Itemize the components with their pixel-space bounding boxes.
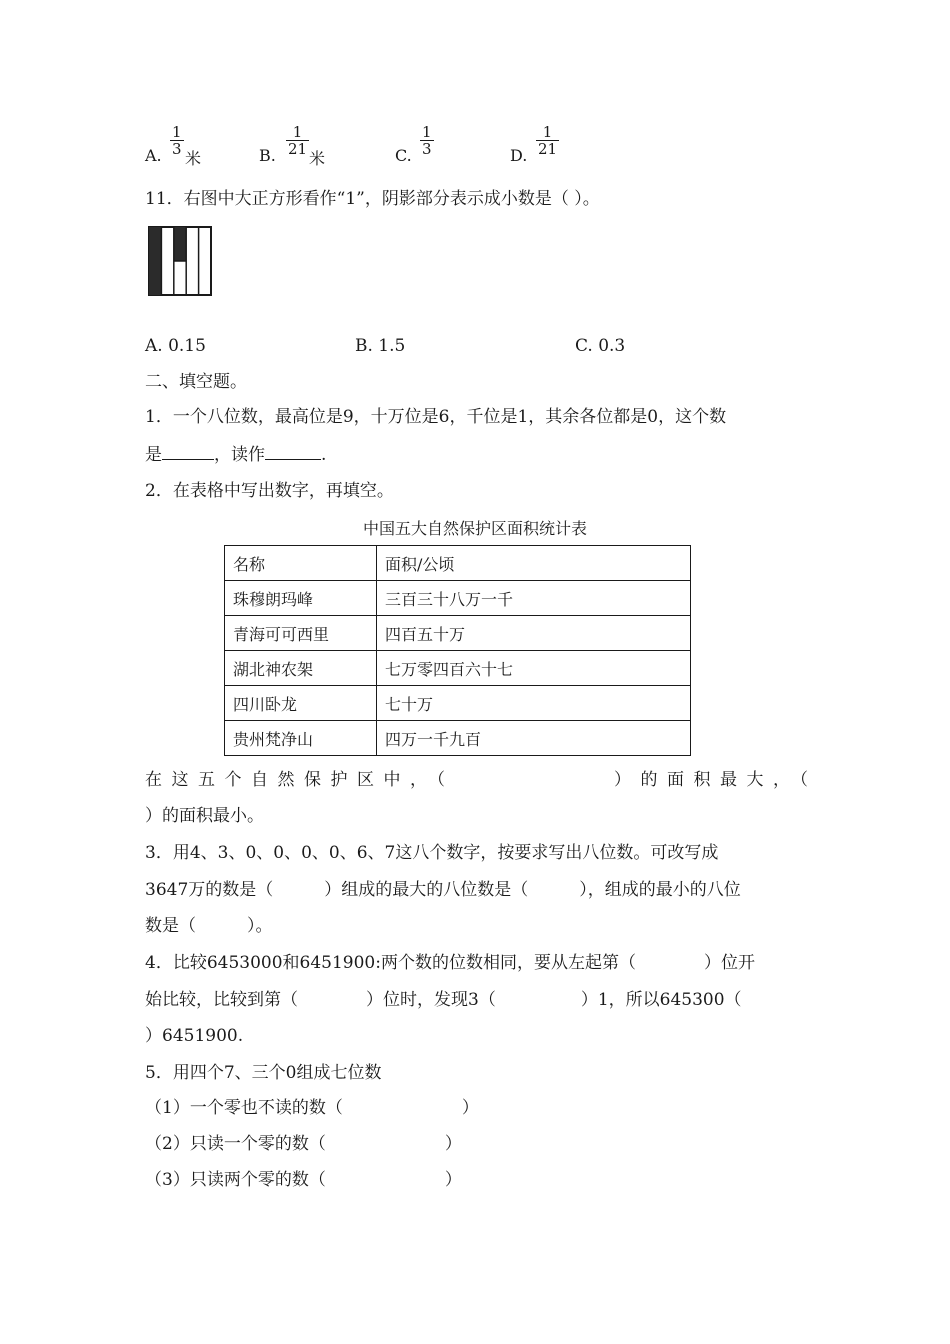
- q10-option-a-letter: A.: [145, 146, 162, 165]
- q10-option-a-fraction: [170, 124, 184, 157]
- table-row: [225, 616, 691, 651]
- table-row: [225, 686, 691, 721]
- q1-line2: [145, 443, 326, 466]
- fraction-numerator: 1: [172, 123, 182, 141]
- fraction-denominator: 3: [422, 140, 432, 158]
- q3-line1: 3．用4、3、0、0、0、0、6、7这八个数字，按要求写出八位数。可改写成: [145, 843, 719, 863]
- q2-after-line2: ）的面积最小。: [145, 806, 264, 826]
- q11-option-a: A. 0.15: [145, 336, 206, 356]
- table-header-row: [225, 546, 691, 581]
- q11-option-c: C. 0.3: [575, 336, 626, 356]
- q11-question: 11．右图中大正方形看作“1”，阴影部分表示成小数是（ ）。: [145, 189, 600, 209]
- fraction-numerator: 1: [422, 123, 432, 141]
- q4-line3: ）6451900.: [145, 1026, 244, 1046]
- q5-item: （2）只读一个零的数（ ）: [145, 1134, 462, 1154]
- q5-item: （3）只读两个零的数（ ）: [145, 1170, 462, 1190]
- table-row: [225, 721, 691, 756]
- reserve-area-table: [224, 545, 691, 756]
- q10-option-a-unit: 米: [185, 149, 202, 168]
- q10-option-b-letter: B.: [259, 146, 276, 165]
- table-title: 中国五大自然保护区面积统计表: [362, 519, 587, 538]
- table-cell-area: 三百三十八万一千: [377, 581, 691, 616]
- figure-shaded-half-column: [174, 227, 186, 261]
- q10-option-c-fraction: [420, 124, 434, 157]
- q1-text-b: ，读作: [214, 445, 265, 465]
- table-row: [225, 651, 691, 686]
- table-cell-name: 四川卧龙: [225, 686, 377, 721]
- table-cell-name: 珠穆朗玛峰: [225, 581, 377, 616]
- section-title: 二、填空题。: [145, 372, 247, 392]
- table-header-cell: 面积/公顷: [377, 546, 691, 581]
- fraction-numerator: 1: [292, 123, 303, 141]
- q1-answer-blank-number[interactable]: [162, 443, 214, 460]
- q5-title: 5．用四个7、三个0组成七位数: [145, 1063, 382, 1083]
- table-cell-area: 四万一千九百: [377, 721, 691, 756]
- fraction-numerator: 1: [542, 123, 553, 141]
- q1-text-c: .: [321, 445, 327, 465]
- q1-text-a: 是: [145, 445, 162, 465]
- fraction-denominator: 21: [288, 140, 308, 158]
- q10-option-d-letter: D.: [510, 146, 528, 165]
- q11-square-figure: [148, 226, 212, 296]
- q4-line2: 始比较，比较到第（ ）位时，发现3（ ）1，所以645300（: [145, 990, 742, 1010]
- q11-option-b: B. 1.5: [355, 336, 406, 356]
- q2-after-text-a: 在这五个自然保护区中，（: [145, 770, 455, 790]
- q1-line1: 1．一个八位数，最高位是9，十万位是6，千位是1，其余各位都是0，这个数: [145, 407, 727, 427]
- q5-item: （1）一个零也不读的数（ ）: [145, 1098, 479, 1118]
- q1-answer-blank-reading[interactable]: [265, 443, 321, 460]
- fraction-denominator: 3: [172, 140, 182, 158]
- q4-line1: 4．比较6453000和6451900:两个数的位数相同，要从左起第（ ）位开: [145, 953, 755, 973]
- q10-option-d-fraction: [536, 124, 559, 157]
- table-cell-name: 贵州梵净山: [225, 721, 377, 756]
- q10-option-b-fraction: [286, 124, 309, 157]
- fraction-denominator: 21: [538, 140, 558, 158]
- q10-option-b-unit: 米: [309, 149, 326, 168]
- q10-option-c-letter: C.: [395, 146, 412, 165]
- q3-line2: 3647万的数是（ ）组成的最大的八位数是（ ），组成的最小的八位: [145, 880, 741, 900]
- q2-question: 2．在表格中写出数字，再填空。: [145, 481, 394, 501]
- table-row: [225, 581, 691, 616]
- table-cell-area: 七万零四百六十七: [377, 651, 691, 686]
- table-header-cell: 名称: [225, 546, 377, 581]
- q3-line3: 数是（ ）。: [145, 916, 273, 936]
- table-cell-area: 四百五十万: [377, 616, 691, 651]
- q2-after-text-b: ）的面积最大，（: [614, 770, 818, 790]
- table-cell-name: 湖北神农架: [225, 651, 377, 686]
- table-cell-area: 七十万: [377, 686, 691, 721]
- table-cell-name: 青海可可西里: [225, 616, 377, 651]
- figure-shaded-column: [149, 227, 161, 295]
